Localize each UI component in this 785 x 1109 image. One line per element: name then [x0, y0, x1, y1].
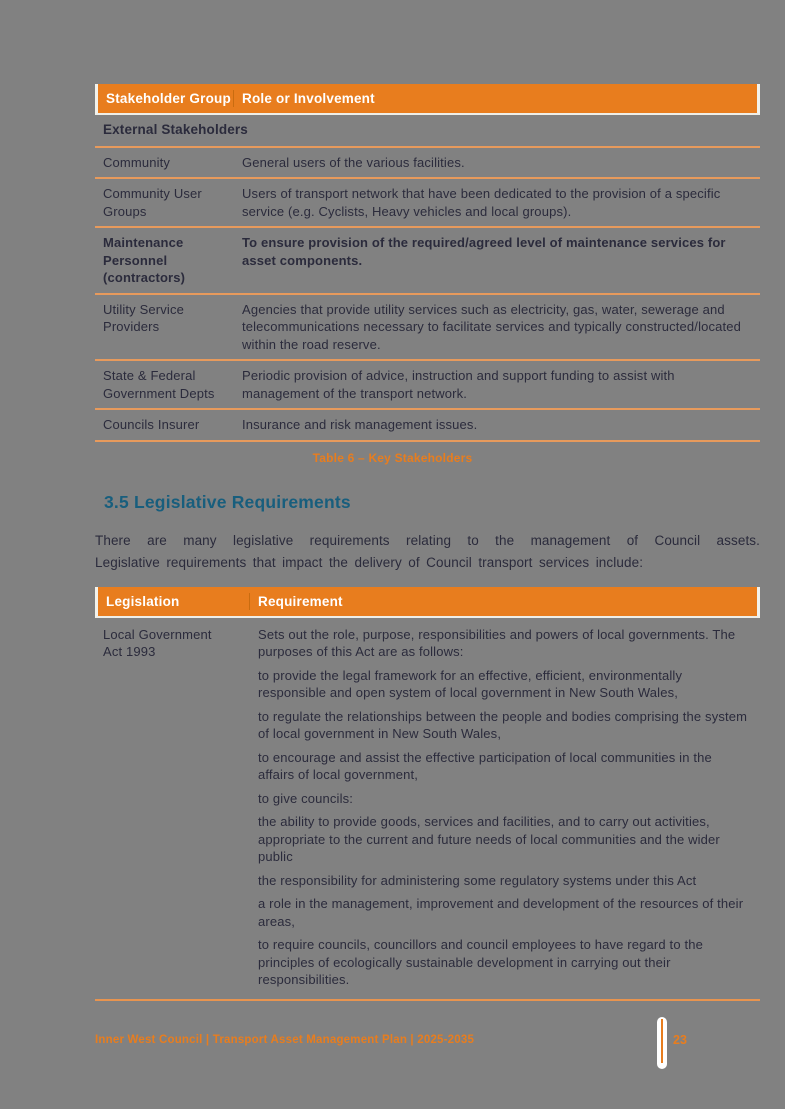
stakeholder-group-cell: Maintenance Personnel (contractors)	[103, 235, 186, 285]
requirement-paragraph: a role in the management, improvement and development of the resources of their areas,	[258, 896, 744, 929]
stakeholder-group-cell: Community	[103, 154, 171, 170]
column-header-legislation: Legislation	[106, 593, 180, 609]
page-number: 23	[673, 1033, 687, 1047]
intro-line: There are many legislative requirements relating to the management of Council assets.	[95, 532, 760, 548]
page-content	[95, 84, 760, 1001]
requirement-paragraph: the responsibility for administering some regulatory systems under this Act	[258, 872, 697, 888]
table-row	[95, 408, 760, 442]
section-row-label: External Stakeholders	[103, 122, 248, 137]
legislation-table-header-row	[95, 587, 760, 618]
intro-paragraph	[95, 530, 760, 574]
page-number-marker-bar	[657, 1017, 667, 1069]
requirement-paragraph: to provide the legal framework for an effective, efficient, environmentally responsible and open system of local government in New South Wales,	[258, 667, 683, 700]
column-header-stakeholder-group: Stakeholder Group	[106, 91, 231, 106]
table-row	[95, 618, 760, 1001]
role-cell: General users of the various facilities.	[242, 154, 465, 170]
stakeholder-table-header-row	[95, 84, 760, 115]
role-cell: Periodic provision of advice, instruction and support funding to assist with management of the transport network.	[242, 368, 675, 401]
requirement-paragraph: the ability to provide goods, services and facilities, and to carry out activities, appropriate to the current and future needs of local communities and the wider public	[258, 814, 720, 864]
table-row	[95, 226, 760, 293]
legislation-cell: Local Government Act 1993	[103, 626, 212, 659]
table-row	[95, 177, 760, 226]
stakeholder-table	[95, 84, 760, 465]
role-cell: Users of transport network that have been dedicated to the provision of a specific service (e.g. Cyclists, Heavy vehicles and local groups).	[242, 186, 721, 219]
table-row	[95, 146, 760, 178]
stakeholder-group-cell: Utility Service Providers	[103, 301, 184, 334]
section-heading: 3.5 Legislative Requirements	[104, 491, 351, 512]
page-number-marker-line	[661, 1019, 663, 1063]
table-section-row	[95, 115, 760, 146]
role-cell: Agencies that provide utility services such as electricity, gas, water, sewerage and telecommunications necessary to facilitate services and typically constructed/located within the road reserve.	[242, 301, 742, 352]
stakeholder-group-cell: State & Federal Government Depts	[103, 368, 215, 401]
requirement-paragraph: to regulate the relationships between the people and bodies comprising the system of local government in New South Wales,	[258, 708, 748, 741]
table-caption: Table 6 – Key Stakeholders	[312, 450, 473, 465]
requirement-paragraph: to give councils:	[258, 790, 354, 806]
requirement-paragraph: Sets out the role, purpose, responsibilities and powers of local governments. The purposes of this Act are as follows:	[258, 626, 736, 659]
column-header-role-or-involvement: Role or Involvement	[233, 90, 749, 107]
requirement-paragraph: to require councils, councillors and council employees to have regard to the principles of ecologically sustainable development in carrying out their responsibilities.	[258, 937, 703, 987]
intro-line: Legislative requirements that impact the delivery of Council transport services include:	[95, 554, 644, 570]
column-header-requirement: Requirement	[249, 593, 749, 610]
stakeholder-group-cell: Councils Insurer	[103, 417, 200, 432]
footer-document-title: Inner West Council | Transport Asset Management Plan | 2025-2035	[95, 1034, 475, 1046]
table-row	[95, 359, 760, 408]
requirement-cell	[249, 626, 752, 989]
role-cell: Insurance and risk management issues.	[242, 417, 478, 432]
legislation-table	[95, 587, 760, 1001]
table-row	[95, 293, 760, 360]
stakeholder-group-cell: Community User Groups	[103, 186, 202, 219]
role-cell: To ensure provision of the required/agreed level of maintenance services for asset components.	[242, 235, 726, 268]
requirement-paragraph: to encourage and assist the effective participation of local communities in the affairs of local government,	[258, 749, 712, 782]
